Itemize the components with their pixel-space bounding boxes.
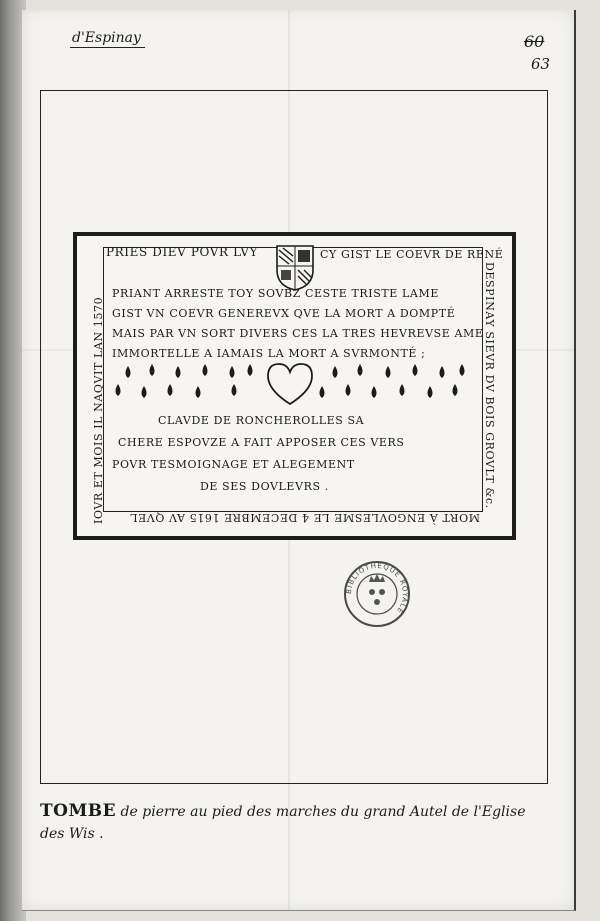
- border-inscription-top-right: CY GIST LE COEVR DE RENÉ: [320, 248, 504, 261]
- dedication-line: CLAVDE DE RONCHEROLLES SA: [158, 414, 365, 427]
- plate-caption: [40, 800, 550, 845]
- epitaph-verses: [112, 284, 484, 364]
- dedication-text: [112, 410, 442, 498]
- stamp-text: BIBLIOTHEQUE ROYALE: [344, 561, 410, 616]
- border-inscription-bottom: MORT À ENGOVLESME LE 4 DECEMBRE 1615 AV QVEL: [129, 511, 480, 524]
- epitaph-line: MAIS PAR VN SORT DIVERS CES LA TRES HEVREVSE AME: [112, 327, 484, 340]
- epitaph-line: PRIANT ARRESTE TOY SOVBZ CESTE TRISTE LAME: [112, 287, 439, 300]
- dedication-line: POVR TESMOIGNAGE ET ALEGEMENT: [112, 458, 355, 471]
- dedication-line: CHERE ESPOVZE A FAIT APPOSER CES VERS: [118, 436, 405, 449]
- folio-number-old: 60: [524, 32, 545, 51]
- border-inscription-top-left: PRIES DIEV POVR LVY: [106, 245, 258, 259]
- folio-number-new: 63: [531, 55, 551, 73]
- caption-text: de pierre au pied des marches du grand Autel de l'Eglise des Wis .: [40, 804, 526, 842]
- heart-icon: [268, 364, 312, 404]
- dedication-line: DE SES DOVLEVRS .: [200, 480, 329, 493]
- header-family-name: d'Espinay: [70, 30, 145, 48]
- caption-lead: TOMBE: [40, 801, 117, 821]
- border-inscription-left: IOVR ET MOIS IL NAQVIT LAN 1570: [92, 296, 105, 524]
- fleur-de-lis-icon: [369, 589, 385, 605]
- epitaph-line: GIST VN COEVR GENEREVX QVE LA MORT A DOMPTÉ: [112, 307, 456, 320]
- library-stamp: [343, 560, 411, 628]
- epitaph-line: IMMORTELLE A IAMAIS LA MORT A SVRMONTÉ ;: [112, 347, 426, 360]
- tears-and-heart-ornament: [110, 360, 480, 406]
- border-inscription-right: DESPINAY SIEVR DV BOIS GROVLT &c.: [483, 262, 496, 509]
